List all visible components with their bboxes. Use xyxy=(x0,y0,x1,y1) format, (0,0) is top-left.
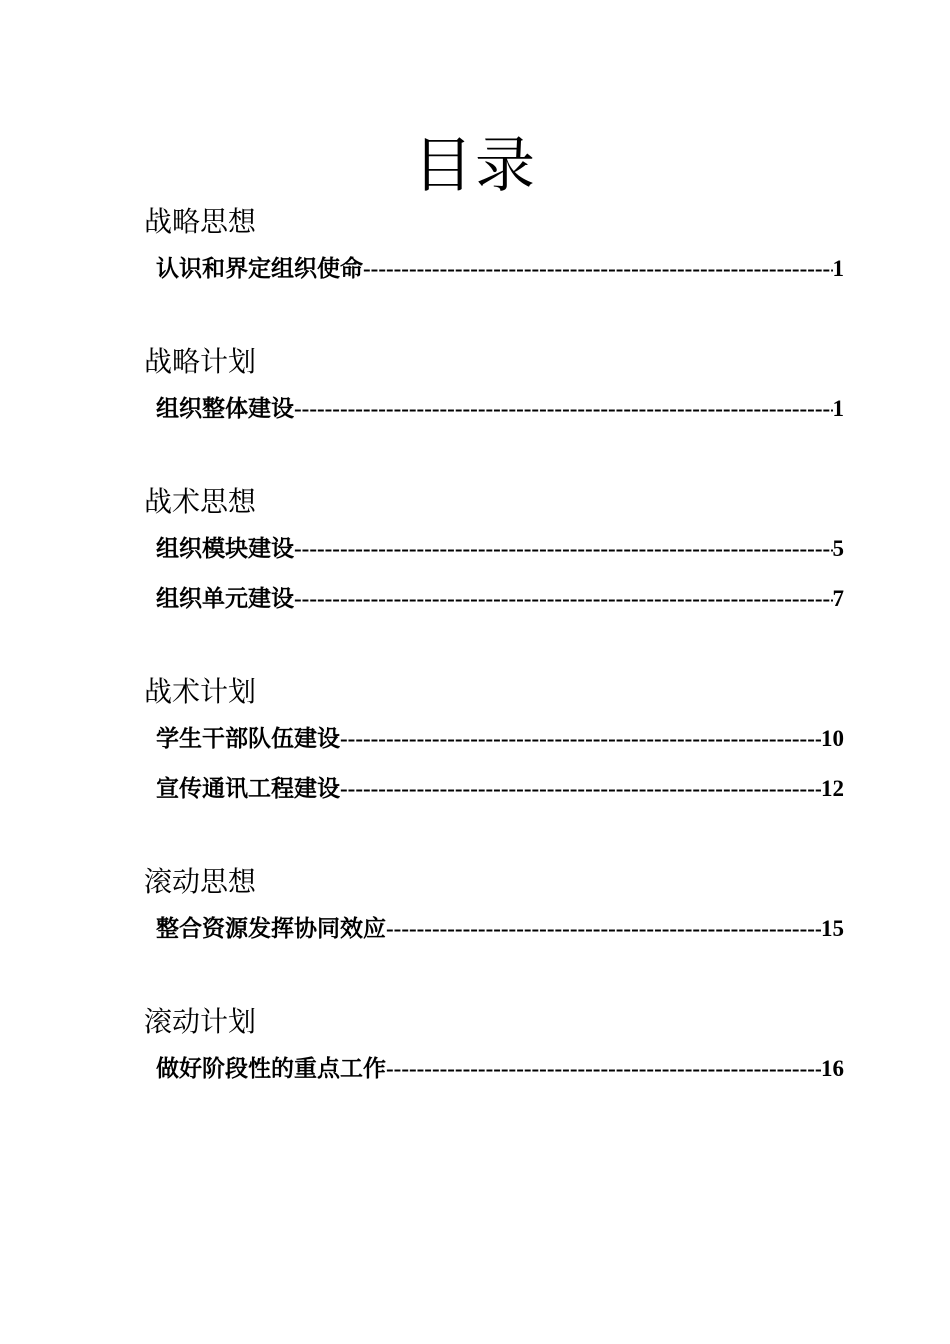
toc-entry[interactable] xyxy=(156,524,844,574)
entry-label: 认识和界定组织使命 xyxy=(156,256,363,282)
toc-section xyxy=(144,200,844,294)
toc-section xyxy=(144,1000,844,1094)
dot-leader xyxy=(386,1044,821,1094)
entry-page-number: 7 xyxy=(832,586,844,611)
dot-leader xyxy=(340,714,821,764)
section-heading: 滚动思想 xyxy=(144,865,257,898)
toc-section xyxy=(144,340,844,434)
entry-label: 学生干部队伍建设 xyxy=(156,726,340,752)
dot-leader xyxy=(386,904,821,954)
toc-section xyxy=(144,670,844,814)
entry-page-number: 10 xyxy=(821,726,844,751)
toc-entry[interactable] xyxy=(156,244,844,294)
entry-page-number: 1 xyxy=(832,396,844,421)
toc-section xyxy=(144,480,844,624)
toc-entry[interactable] xyxy=(156,714,844,764)
entry-page-number: 12 xyxy=(821,776,844,801)
toc-entry[interactable] xyxy=(156,384,844,434)
dot-leader xyxy=(294,574,833,624)
section-heading: 战略计划 xyxy=(144,345,257,378)
page-title: 目录 xyxy=(413,131,537,201)
entry-label: 做好阶段性的重点工作 xyxy=(156,1056,386,1082)
entry-label: 组织模块建设 xyxy=(156,536,294,562)
entry-label: 组织整体建设 xyxy=(156,396,294,422)
dot-leader xyxy=(294,384,833,434)
entry-page-number: 15 xyxy=(821,916,844,941)
toc-entry[interactable] xyxy=(156,904,844,954)
table-of-contents xyxy=(144,200,844,1140)
section-heading: 战略思想 xyxy=(144,205,257,238)
toc-entry[interactable] xyxy=(156,574,844,624)
entry-label: 组织单元建设 xyxy=(156,586,294,612)
entry-label: 宣传通讯工程建设 xyxy=(156,776,340,802)
entry-page-number: 1 xyxy=(832,256,844,281)
entry-label: 整合资源发挥协同效应 xyxy=(156,916,386,942)
dot-leader xyxy=(340,764,821,814)
section-heading: 战术思想 xyxy=(144,485,257,518)
entry-page-number: 5 xyxy=(832,536,844,561)
section-heading: 战术计划 xyxy=(144,675,257,708)
toc-entry[interactable] xyxy=(156,1044,844,1094)
section-heading: 滚动计划 xyxy=(144,1005,257,1038)
dot-leader xyxy=(363,244,833,294)
toc-entry[interactable] xyxy=(156,764,844,814)
toc-section xyxy=(144,860,844,954)
dot-leader xyxy=(294,524,833,574)
entry-page-number: 16 xyxy=(821,1056,844,1081)
